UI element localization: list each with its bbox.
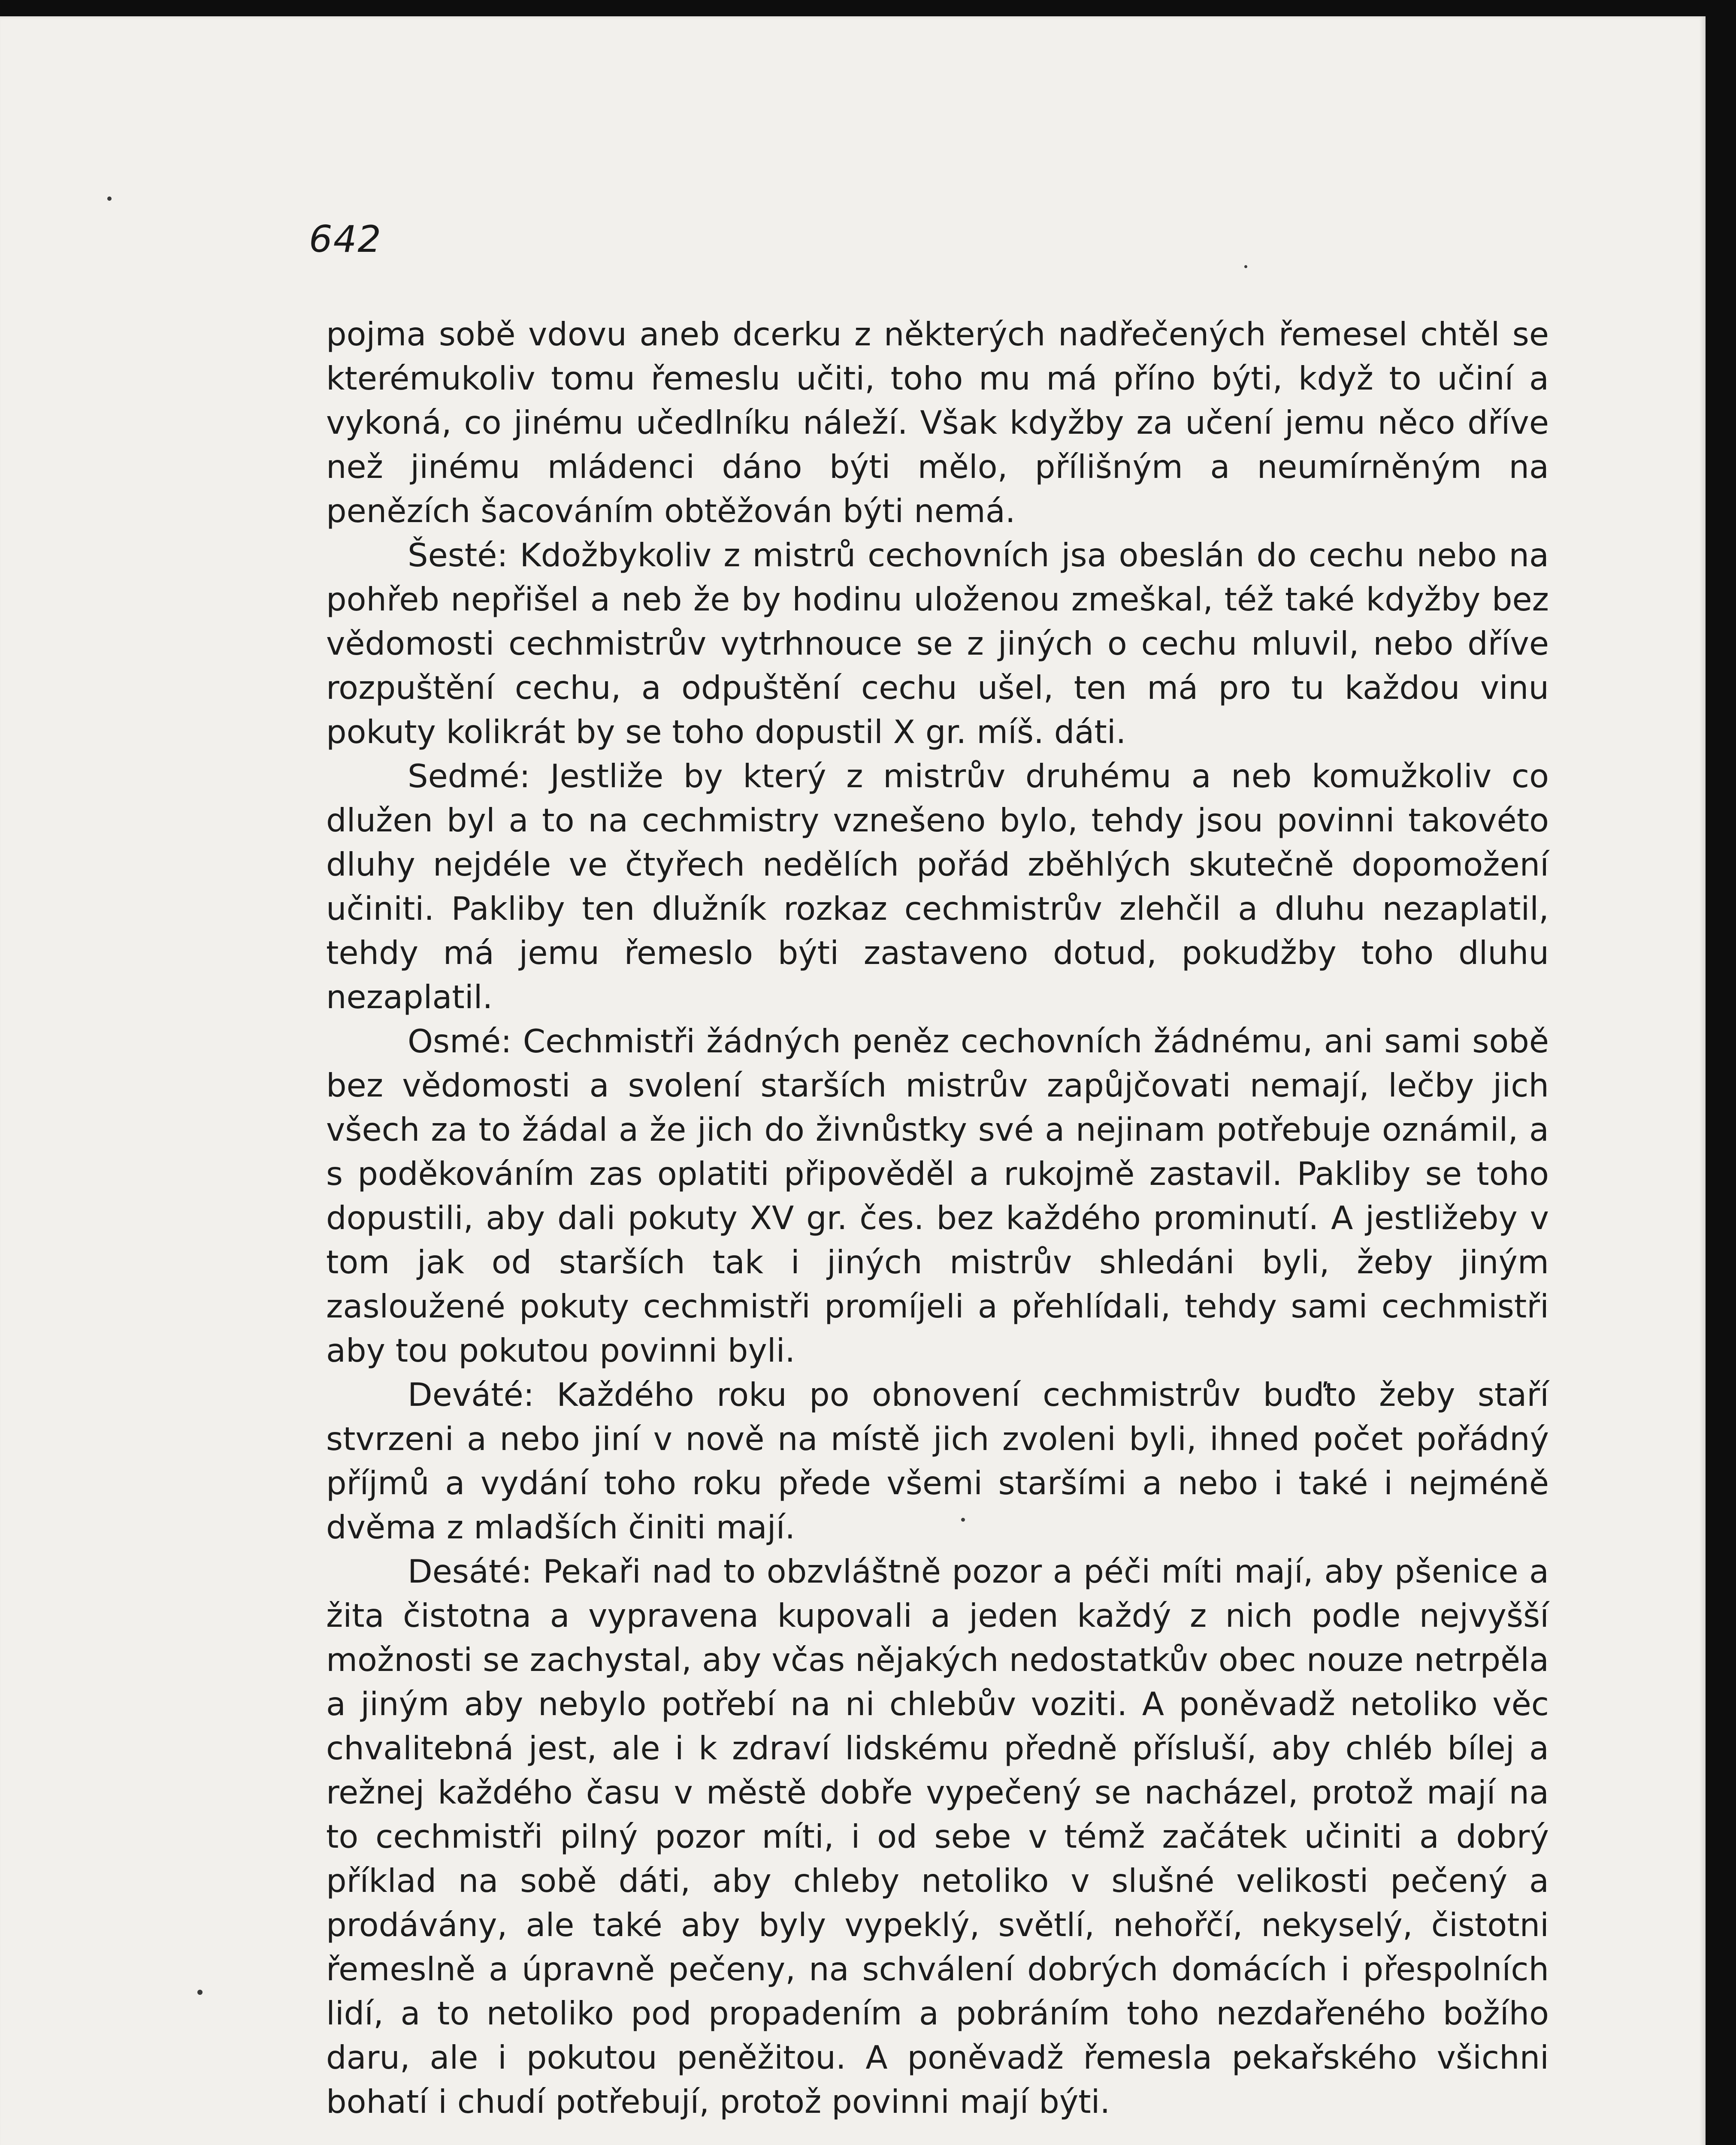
dust-speck (961, 1518, 965, 1522)
paragraph-desate: Desáté: Pekaři nad to obzvláštně pozor a péči míti mají, aby pšenice a žita čistotna a vypravena kupovali a jeden každý z nich podle nejvyšší možnosti se zachystal, aby včas nějakých nedostatkův obec nouze netrpěla a jiným aby nebylo potřebí na ni chlebův voziti. A poněvadž netoliko věc chvalitebná jest, ale i k zdraví lidskému předně přísluší, aby chléb bílej a režnej každého času v městě dobře vypečený se nacházel, protož mají na to cechmistři pilný pozor míti, i od sebe v témž začátek učiniti a dobrý příklad na sobě dáti, aby chleby netoliko v slušné velikosti pečený a prodávány, ale také aby byly vypeklý, světlí, nehořčí, nekyselý, čistotni řemeslně a úpravně pečeny, na schválení dobrých domácích i přespolních lidí, a to netoliko pod propadením a pobráním toho nezdařeného božího daru, ale i pokutou peněžitou. A poněvadž řemesla pekařského všichni bohatí i chudí potřebují, protož povinni mají býti. (326, 1553, 1549, 2121)
dust-speck (107, 196, 112, 201)
paragraph-sedme: Sedmé: Jestliže by který z mistrův druhému a neb komužkoliv co dlužen byl a to na cechmistry vznešeno bylo, tehdy jsou povinni takovéto dluhy nejdéle ve čtyřech nedělích pořád zběhlých skutečně dopomožení učiniti. Pakliby ten dlužník rozkaz cechmistrův zlehčil a dluhu nezaplatil, tehdy má jemu řemeslo býti zastaveno dotud, pokudžby toho dluhu nezaplatil. (326, 757, 1549, 1016)
page-number: 642 (309, 218, 382, 261)
paragraph-seste: Šesté: Kdožbykoliv z mistrů cechovních jsa obeslán do cechu nebo na pohřeb nepřišel a neb že by hodinu uloženou zmeškal, též také kdyžby bez vědomosti cechmistrův vytrhnouce se z jiných o cechu mluvil, nebo dříve rozpuštění cechu, a odpuštění cechu ušel, ten má pro tu každou vinu pokuty kolikrát by se toho dopustil X gr. míš. dáti. (326, 536, 1549, 751)
body-text (326, 312, 1549, 2124)
page-sheet (0, 16, 1706, 2145)
dust-speck (197, 1990, 203, 1995)
paragraph-osme: Osmé: Cechmistři žádných peněz cechovních žádnému, ani sami sobě bez vědomosti a svolení starších mistrův zapůjčovati nemají, lečby jich všech za to žádal a že jich do živnůstky své a nejinam potřebuje oznámil, a s poděkováním zas oplatiti připověděl a rukojmě zastavil. Pakliby se toho dopustili, aby dali pokuty XV gr. čes. bez každého prominutí. A jestližeby v tom jak od starších tak i jiných mistrův shledáni byli, žeby jiným zasloužené pokuty cechmistři promíjeli a přehlídali, tehdy sami cechmistři aby tou pokutou povinni byli. (326, 1022, 1549, 1369)
dust-speck (1244, 265, 1247, 268)
paragraph-devate: Deváté: Každého roku po obnovení cechmistrův buďto žeby staří stvrzeni a nebo jiní v nově na místě jich zvoleni byli, ihned počet pořádný příjmů a vydání toho roku přede všemi staršími a nebo i také i nejméně dvěma z mladších činiti mají. (326, 1376, 1549, 1546)
paragraph-continuation: pojma sobě vdovu aneb dcerku z některých nadřečených řemesel chtěl se kterémukoliv tomu řemeslu učiti, toho mu má příno býti, když to učiní a vykoná, co jinému učedlníku náleží. Však kdyžby za učení jemu něco dříve než jinému mládenci dáno býti mělo, přílišným a neumírněným na penězích šacováním obtěžován býti nemá. (326, 315, 1549, 530)
